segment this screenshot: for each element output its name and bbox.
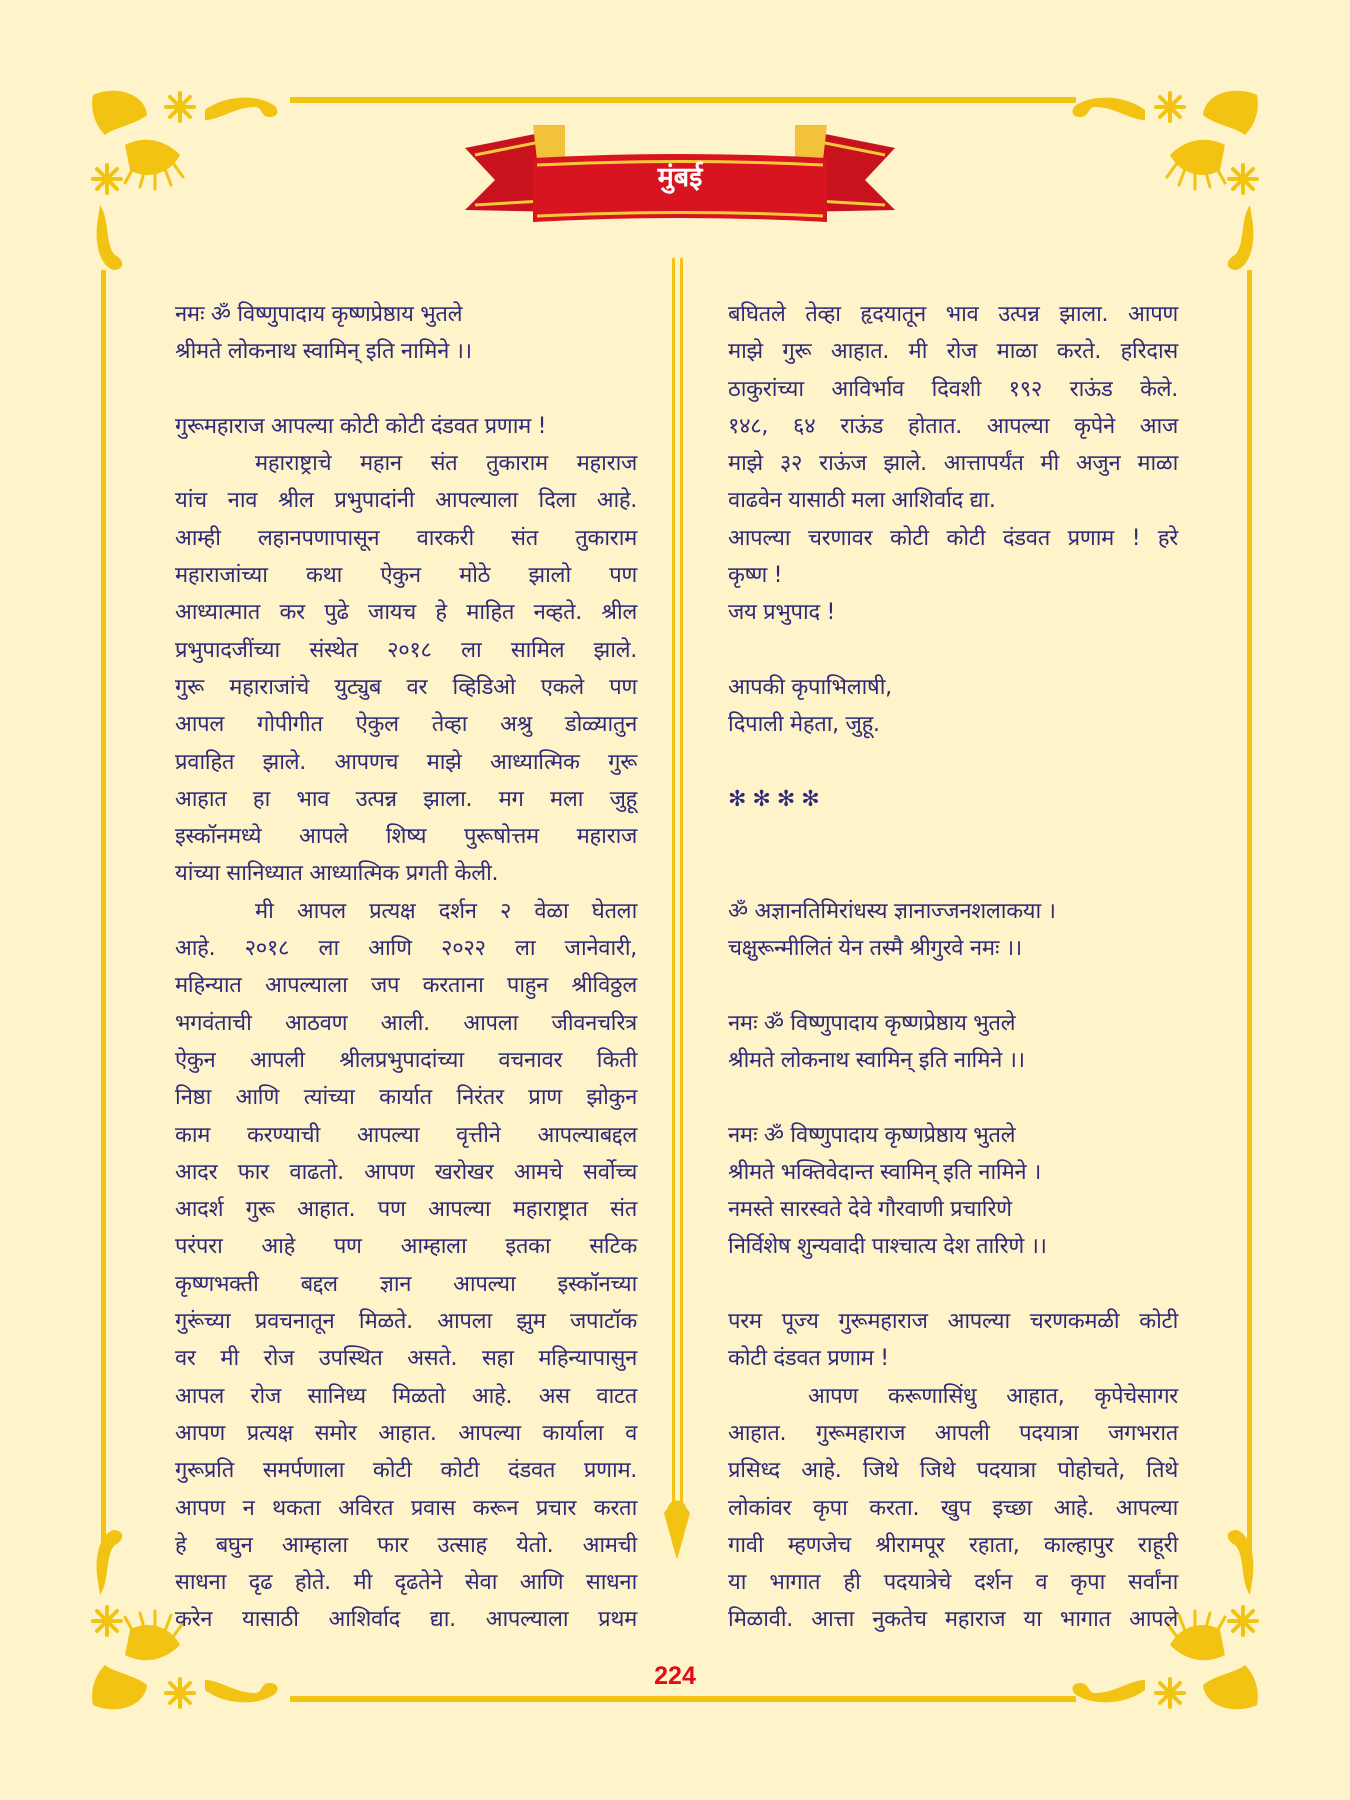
text-line: चक्षुरून्मीलितं येन तस्मै श्रीगुरवे नमः ।। — [728, 936, 1022, 962]
blank-line — [728, 632, 1178, 669]
text-line: गुरूमहाराज आपल्या कोटी कोटी दंडवत प्रणाम ! — [175, 413, 547, 439]
text-line: महिन्यात आपल्याला जप करताना पाहुन श्रीविठ्ठल — [175, 973, 637, 999]
text-line: वाढवेन यासाठी मला आशिर्वाद द्या. — [728, 488, 996, 514]
text-line: प्रसिध्द आहे. जिथे जिथे पदयात्रा पोहोचते, तिथे — [728, 1458, 1178, 1484]
text-line: आहात हा भाव उत्पन्न झाला. मग मला जुहू — [175, 786, 637, 812]
frame-top-line — [290, 97, 1076, 103]
blank-line — [728, 1079, 1178, 1116]
text-line: परम पूज्य गुरूमहाराज आपल्या चरणकमळी कोटी — [728, 1309, 1178, 1335]
text-line: नमस्ते सारस्वते देवे गौरवाणी प्रचारिणे — [728, 1197, 1012, 1223]
text-line: आपकी कृपाभिलाषी, — [728, 674, 892, 700]
text-line: प्रवाहित झाले. आपणच माझे आध्यात्मिक गुरू — [175, 749, 637, 775]
text-line: कृष्ण ! — [728, 563, 783, 589]
text-line: भगवंताची आठवण आली. आपला जीवनचरित्र — [175, 1010, 637, 1036]
text-line: इस्कॉनमध्ये आपले शिष्य पुरूषोत्तम महाराज — [175, 824, 637, 850]
text-line: आहे. २०१८ ला आणि २०२२ ला जानेवारी, — [175, 936, 637, 962]
text-line: ॐ अज्ञानतिमिरांधस्य ज्ञानाज्जनशलाकया । — [728, 898, 1056, 924]
text-line: परंपरा आहे पण आम्हाला इतका सटिक — [175, 1234, 637, 1260]
title-ribbon — [465, 120, 895, 230]
text-line: नमः ॐ विष्णुपादाय कृष्णप्रेष्ठाय भुतले — [728, 1122, 1016, 1148]
corner-ornament-top-left-icon — [85, 85, 285, 285]
right-text-column — [728, 296, 1178, 1639]
text-line: प्रभुपादजींच्या संस्थेत २०१८ ला सामिल झाले. — [175, 637, 637, 663]
frame-bottom-line — [290, 1696, 1076, 1702]
text-line: आदर्श गुरू आहात. पण आपल्या महाराष्ट्रात संत — [175, 1197, 637, 1223]
text-line: बघितले तेव्हा हृदयातून भाव उत्पन्न झाला. आपण — [728, 302, 1178, 327]
blank-line — [728, 1266, 1178, 1303]
blank-line — [175, 371, 637, 408]
text-line: गुरू महाराजांचे युट्युब वर व्हिडिओ एकले पण — [175, 674, 637, 700]
text-line: गावी म्हणजेच श्रीरामपूर रहाता, काल्हापुर राहूरी — [728, 1532, 1178, 1558]
text-line: कृष्णभक्ती बद्दल ज्ञान आपल्या इस्कॉनच्या — [175, 1271, 637, 1297]
text-line: माझे गुरू आहात. मी रोज माळा करते. हरिदास — [728, 339, 1178, 365]
text-line: ठाकुरांच्या आविर्भाव दिवशी १९२ राऊंड केले. — [728, 376, 1178, 402]
text-line: श्रीमते लोकनाथ स्वामिन् इति नामिने ।। — [175, 339, 472, 365]
text-line: करेन यासाठी आशिर्वाद द्या. आपल्याला प्रथम — [175, 1607, 637, 1633]
text-line: गुरूप्रति समर्पणाला कोटी कोटी दंडवत प्रणाम. — [175, 1458, 637, 1484]
text-line: महाराष्ट्राचे महान संत तुकाराम महाराज — [255, 451, 637, 477]
text-line: वर मी रोज उपस्थित असते. सहा महिन्यापासुन — [175, 1346, 637, 1372]
text-line: काम करण्याची आपल्या वृत्तीने आपल्याबद्दल — [175, 1122, 637, 1148]
text-line: लोकांवर कृपा करता. खुप इच्छा आहे. आपल्या — [728, 1495, 1178, 1521]
left-text-column — [175, 296, 637, 1639]
page-number: 224 — [654, 1662, 696, 1690]
frame-right-line — [1247, 270, 1252, 1560]
text-line: हे बघुन आम्हाला फार उत्साह येतो. आमची — [175, 1532, 637, 1558]
text-line: मी आपल प्रत्यक्ष दर्शन २ वेळा घेतला — [255, 898, 637, 924]
text-line: या भागात ही पदयात्रेचे दर्शन व कृपा सर्वांना — [728, 1570, 1178, 1596]
text-line: आपल गोपीगीत ऐकुल तेव्हा अश्रु डोळ्यातुन — [175, 712, 637, 738]
text-line: माझे ३२ राऊंज झाले. आत्तापर्यंत मी अजुन माळा — [728, 451, 1178, 477]
blank-line — [728, 744, 1178, 781]
text-line: १४८, ६४ राऊंड होतात. आपल्या कृपेने आज — [728, 413, 1178, 439]
text-line: आहात. गुरूमहाराज आपली पदयात्रा जगभरात — [728, 1420, 1178, 1446]
text-line: नमः ॐ विष्णुपादाय कृष्णप्रेष्ठाय भुतले — [175, 302, 463, 327]
text-line: आपण न थकता अविरत प्रवास करून प्रचार करता — [175, 1495, 637, 1521]
text-line: आध्यात्मात कर पुढे जायच हे माहित नव्हते. श्रील — [175, 600, 637, 626]
blank-line — [728, 967, 1178, 1004]
section-separator: ✻✻✻✻ — [728, 786, 826, 812]
frame-left-line — [101, 270, 106, 1560]
text-line: ऐकुन आपली श्रीलप्रभुपादांच्या वचनावर किती — [175, 1047, 637, 1073]
corner-ornament-top-right-icon — [1065, 85, 1265, 285]
text-line: आपल रोज सानिध्य मिळतो आहे. अस वाटत — [175, 1383, 637, 1409]
text-line: आपल्या चरणावर कोटी कोटी दंडवत प्रणाम ! हरे — [728, 525, 1178, 551]
section-title: मुंबई — [657, 162, 703, 193]
blank-line — [728, 818, 1178, 855]
text-line: नमः ॐ विष्णुपादाय कृष्णप्रेष्ठाय भुतले — [728, 1010, 1016, 1036]
text-line: साधना दृढ होते. मी दृढतेने सेवा आणि साधना — [175, 1570, 637, 1596]
text-line: निष्ठा आणि त्यांच्या कार्यात निरंतर प्राण झोकुन — [175, 1085, 637, 1111]
text-line: आपण प्रत्यक्ष समोर आहात. आपल्या कार्याला व — [175, 1420, 637, 1446]
text-line: श्रीमते लोकनाथ स्वामिन् इति नामिने ।। — [728, 1047, 1025, 1073]
blank-line — [728, 855, 1178, 892]
text-line: महाराजांच्या कथा ऐकुन मोठे झालो पण — [175, 563, 637, 589]
text-line: कोटी दंडवत प्रणाम ! — [728, 1346, 889, 1372]
text-line: निर्विशेष शुन्यवादी पाश्चात्य देश तारिणे ।। — [728, 1234, 1047, 1260]
text-line: श्रीमते भक्तिवेदान्त स्वामिन् इति नामिने । — [728, 1159, 1042, 1185]
text-line: मिळावी. आत्ता नुकतेच महाराज या भागात आपले — [728, 1607, 1178, 1633]
text-line: आम्ही लहानपणापासून वारकरी संत तुकाराम — [175, 525, 637, 551]
text-line: गुरूंच्या प्रवचनातून मिळते. आपला झुम जपाटॉक — [175, 1309, 637, 1335]
text-line: यांच्या सानिध्यात आध्यात्मिक प्रगती केली. — [175, 861, 499, 887]
text-line: आदर फार वाढतो. आपण खरोखर आमचे सर्वोच्च — [175, 1159, 637, 1185]
text-line: यांच नाव श्रील प्रभुपादांनी आपल्याला दिला आहे. — [175, 488, 637, 514]
text-line: आपण करूणासिंधु आहात, कृपेचेसागर — [808, 1383, 1178, 1409]
text-line: जय प्रभुपाद ! — [728, 600, 836, 626]
text-line: दिपाली मेहता, जुहू. — [728, 712, 880, 738]
column-divider-icon — [657, 258, 697, 1558]
